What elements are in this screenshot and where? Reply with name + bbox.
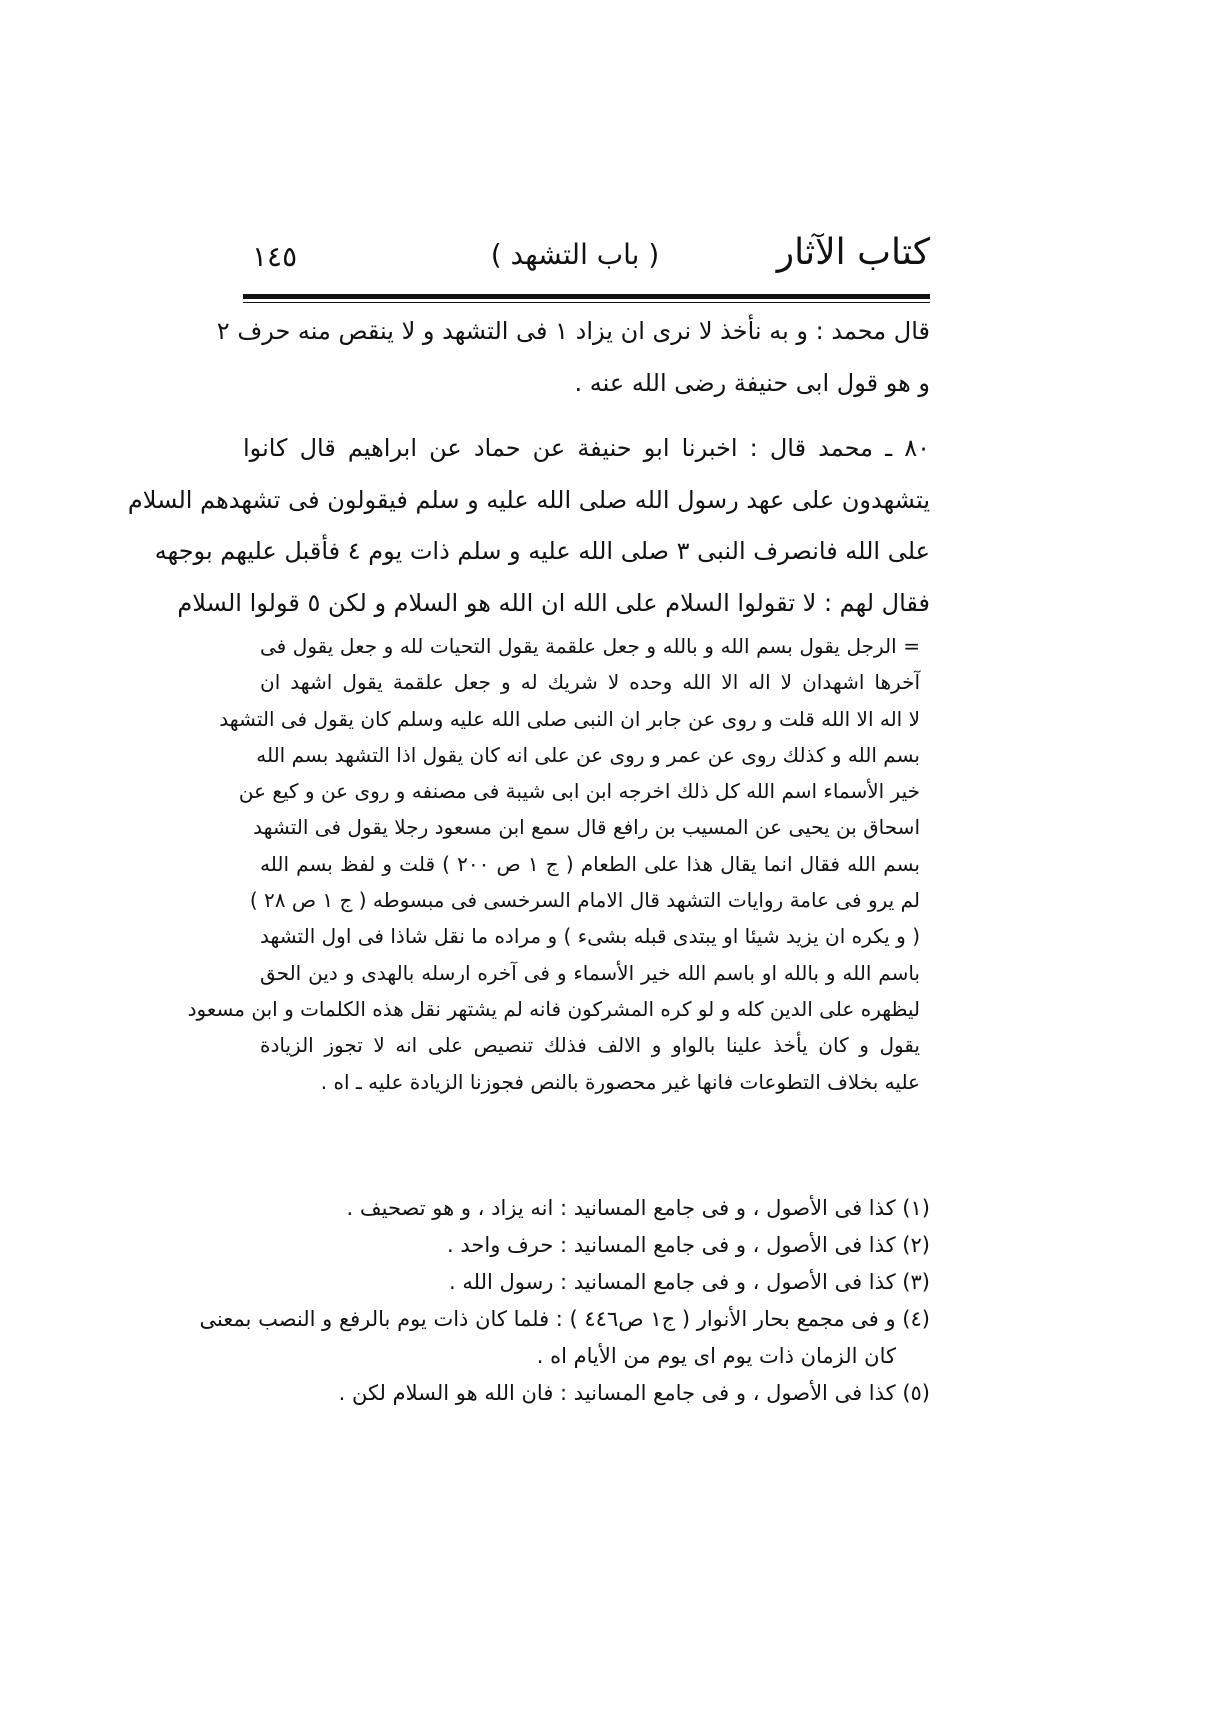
commentary-line: باسم الله و بالله او باسم الله خير الأسماء و فى آخره ارسله بالهدى و دين الحق <box>260 960 920 985</box>
paragraph-ruling <box>216 306 930 409</box>
commentary-line: خير الأسماء اسم الله كل ذلك اخرجه ابن ابى شيبة فى مصنفه و روى عن و كيع عن <box>238 779 920 804</box>
footnote-5: (٥) كذا فى الأصول ، و فى جامع المسانيد : فان الله هو السلام لكن . <box>338 1381 930 1405</box>
commentary-line: بسم الله و كذلك روى عن عمر و روى عن على انه كان يقول اذا التشهد بسم الله <box>256 742 920 767</box>
footnote-3: (٣) كذا فى الأصول ، و فى جامع المسانيد : رسول الله . <box>449 1270 930 1294</box>
book-title: كتاب الآثار <box>776 232 930 273</box>
footnotes <box>199 1190 930 1412</box>
commentary-line: = الرجل يقول بسم الله و بالله و جعل علقمة يقول التحيات لله و جعل يقول فى <box>260 634 920 658</box>
commentary-line: ليظهره على الدين كله و لو كره المشركون فانه لم يشتهر نقل هذه الكلمات و ابن مسعود <box>187 996 920 1021</box>
commentary-line: لم يرو فى عامة روايات التشهد قال الامام السرخسى فى مبسوطه ( ج ١ ص ٢٨ ) <box>249 888 920 913</box>
footnote-4-continued: كان الزمان ذات يوم اى يوم من الأيام اه . <box>536 1344 896 1368</box>
footnote-4: (٤) و فى مجمع بحار الأنوار ( ج١ ص٤٤٦ ) : فلما كان ذات يوم بالرفع و النصب بمعنى <box>199 1307 930 1331</box>
commentary-block <box>187 628 920 1100</box>
running-header <box>240 232 930 292</box>
text-line: على الله فانصرف النبى ۳ صلى الله عليه و سلم ذات يوم ٤ فأقبل عليهم بوجهه <box>154 537 930 565</box>
commentary-line: يقول و كان يأخذ علينا بالواو و الالف فذلك تنصيص على انه لا تجوز الزيادة <box>260 1033 920 1058</box>
commentary-line: لا اله الا الله قلت و روى عن جابر ان النبى صلى الله عليه وسلم كان يقول فى التشهد <box>219 706 920 731</box>
main-text <box>127 306 930 629</box>
commentary-line: بسم الله فقال انما يقال هذا على الطعام ( ج ١ ص ٢٠٠ ) قلت و لفظ بسم الله <box>260 851 920 876</box>
footnote-1: (١) كذا فى الأصول ، و فى جامع المسانيد : انه يزاد ، و هو تصحيف . <box>346 1196 930 1220</box>
commentary-line: اسحاق بن يحيى عن المسيب بن رافع قال سمع ابن مسعود رجلا يقول فى التشهد <box>253 815 920 840</box>
commentary-line: ( و يكره ان يزيد شيئا او يبتدى قبله بشىء ) و مراده ما نقل شاذا فى اول التشهد <box>260 924 920 949</box>
commentary-line: آخرها اشهدان لا اله الا الله وحده لا شريك له و جعل علقمة يقول اشهد ان <box>260 670 920 695</box>
commentary-line: عليه بخلاف التطوعات فانها غير محصورة بالنص فجوزنا الزيادة عليه ـ اه . <box>320 1069 920 1094</box>
text-line: و هو قول ابى حنيفة رضى الله عنه . <box>574 368 930 397</box>
footnote-2: (٢) كذا فى الأصول ، و فى جامع المسانيد : حرف واحد . <box>447 1233 930 1257</box>
chapter-title: ( باب التشهد ) <box>490 238 660 271</box>
text-line: قال محمد : و به نأخذ لا نرى ان يزاد ۱ فى التشهد و لا ينقص منه حرف ۲ <box>216 317 930 345</box>
text-line: يتشهدون على عهد رسول الله صلى الله عليه و سلم فيقولون فى تشهدهم السلام <box>127 485 930 514</box>
header-rule-thick <box>243 294 930 299</box>
text-line: فقال لهم : لا تقولوا السلام على الله ان الله هو السلام و لكن ٥ قولوا السلام <box>177 588 930 617</box>
text-line: ٨٠ ـ محمد قال : اخبرنا ابو حنيفة عن حماد عن ابراهيم قال كانوا <box>243 434 930 462</box>
page-number: ١٤٥ <box>252 240 298 273</box>
paragraph-hadith-80 <box>127 423 930 629</box>
header-rule-thin <box>243 302 930 303</box>
